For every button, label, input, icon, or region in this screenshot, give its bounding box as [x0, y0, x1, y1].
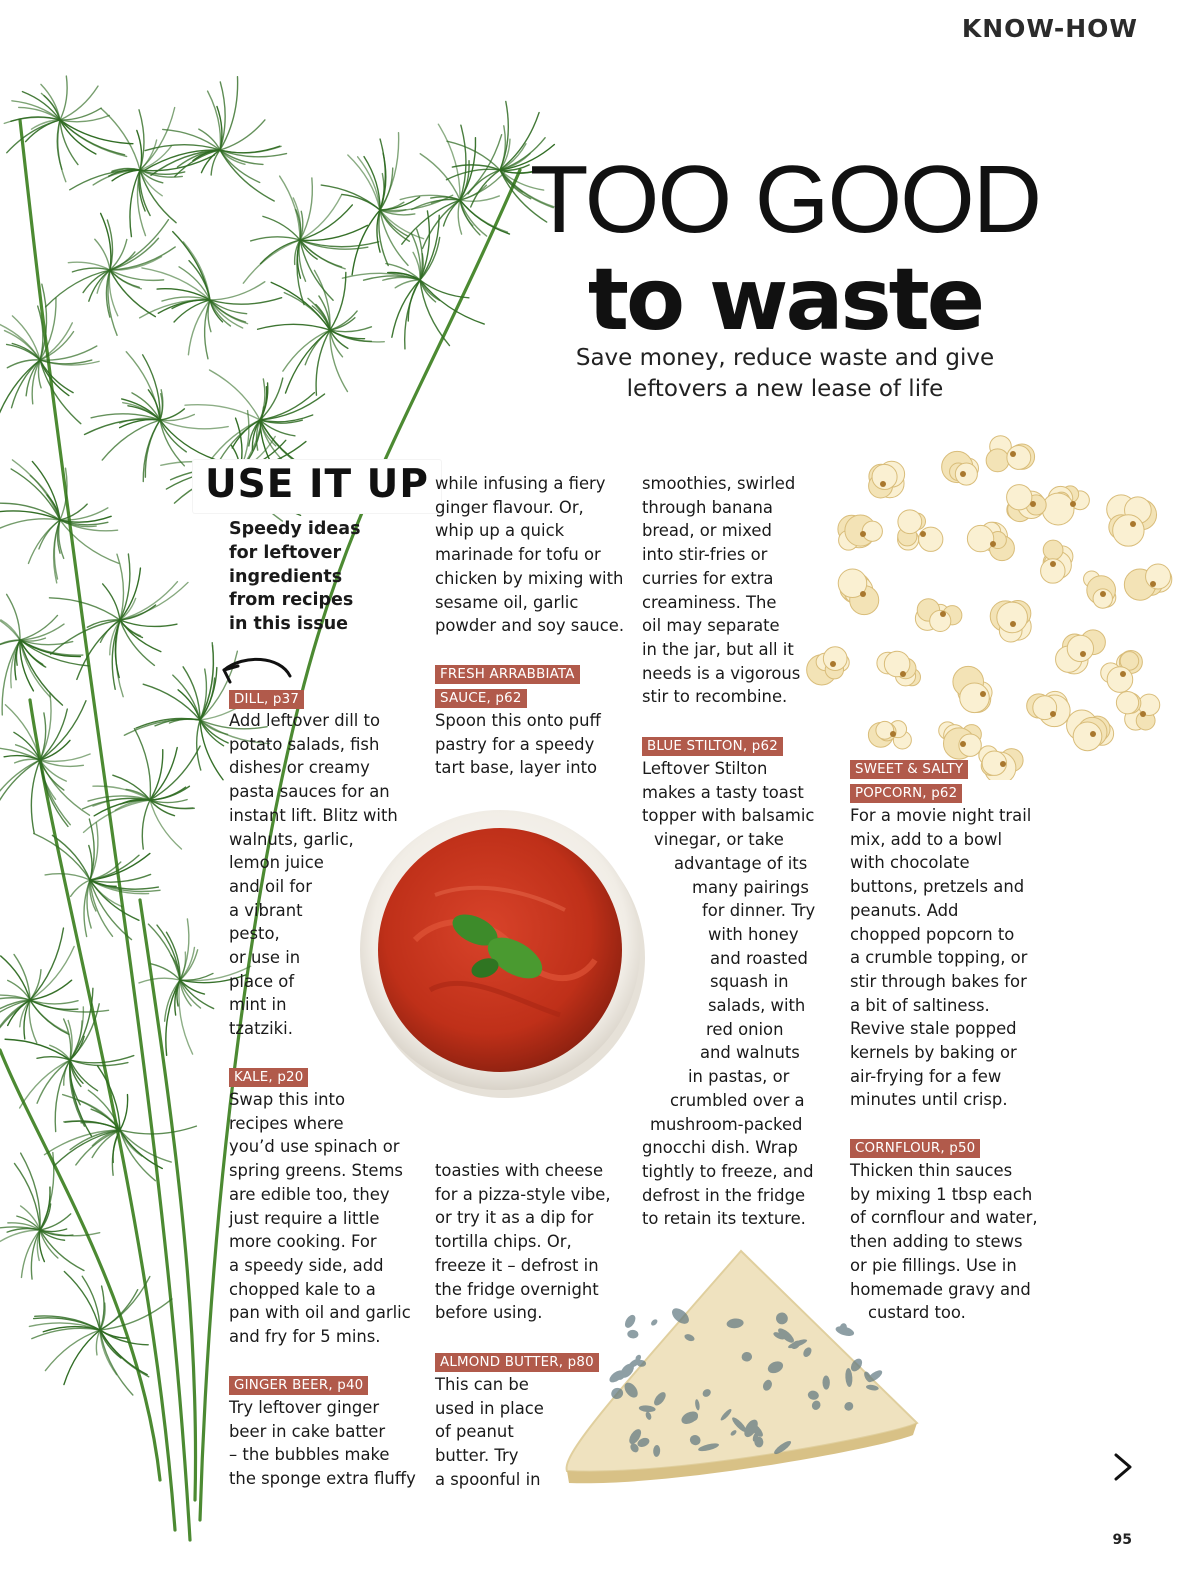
text-line: stir to recombine. [642, 687, 788, 707]
text-line: and walnuts [700, 1043, 800, 1063]
text-stilton [642, 757, 842, 1231]
text-line: recipes where [229, 1113, 344, 1133]
text-line: instant lift. Blitz with [229, 805, 398, 825]
text-line: in the jar, but all it [642, 639, 794, 659]
text-line: topper with balsamic [642, 806, 815, 826]
text-line: place of [229, 971, 295, 991]
text-line: you’d use spinach or [229, 1137, 400, 1157]
text-line: or try it as a dip for [435, 1208, 594, 1228]
text-line: for dinner. Try [702, 901, 816, 921]
text-line: – the bubbles make [229, 1445, 390, 1465]
box-heading: USE IT UP [193, 460, 441, 513]
text-line: with chocolate [850, 853, 970, 873]
text-line: red onion [706, 1019, 784, 1039]
text-line: buttons, pretzels and [850, 877, 1025, 897]
text-line: lemon juice [229, 853, 324, 873]
subheading-line: ingredients [229, 566, 343, 587]
text-line: more cooking. For [229, 1232, 377, 1252]
text-line: Thicken thin sauces [850, 1161, 1013, 1180]
text-line: the sponge extra fluffy [229, 1469, 416, 1489]
tag-arrabbiata-line2: SAUCE, p62 [435, 689, 527, 708]
chevron-right-icon[interactable] [1108, 1452, 1138, 1482]
text-line: while infusing a fiery [435, 474, 606, 493]
text-line: a speedy side, add [229, 1255, 384, 1275]
text-kale [229, 1088, 429, 1349]
text-line: used in place [435, 1398, 544, 1418]
standfirst-line: Save money, reduce waste and give [575, 345, 995, 371]
text-line: pastry for a speedy [435, 734, 595, 754]
text-line: dishes or creamy [229, 758, 370, 778]
text-line: of cornflour and water, [850, 1208, 1038, 1228]
text-line: kernels by baking or [850, 1043, 1017, 1063]
text-line: beer in cake batter [229, 1421, 386, 1441]
curved-arrow-left-icon [214, 650, 296, 688]
tag-cornflour: CORNFLOUR, p50 [850, 1139, 980, 1158]
text-line: gnocchi dish. Wrap [642, 1138, 798, 1158]
tag-almond-butter: ALMOND BUTTER, p80 [435, 1353, 599, 1372]
subheading-line: in this issue [229, 614, 349, 635]
text-line: tart base, layer into [435, 758, 598, 778]
text-arrabbiata-top [435, 709, 635, 780]
text-line: Swap this into [229, 1090, 345, 1109]
text-line: tightly to freeze, and [642, 1161, 814, 1181]
text-line: to retain its texture. [642, 1209, 806, 1229]
text-line: into stir-fries or [642, 545, 768, 565]
text-line: and oil for [229, 876, 312, 896]
text-line: tortilla chips. Or, [435, 1232, 572, 1252]
text-line: peanuts. Add [850, 900, 959, 920]
text-line: Add leftover dill to [229, 711, 380, 730]
text-line: For a movie night trail [850, 806, 1032, 825]
text-line: smoothies, swirled [642, 474, 796, 493]
text-line: Spoon this onto puff [435, 711, 601, 730]
tag-popcorn-line1: SWEET & SALTY [850, 760, 968, 779]
text-line: in pastas, or [688, 1067, 790, 1087]
text-line: advantage of its [674, 853, 808, 873]
page-number: 95 [1112, 1532, 1132, 1548]
text-line: a bit of saltiness. [850, 995, 990, 1015]
arrabbiata-bowl-illustration [345, 800, 655, 1100]
text-line: curries for extra [642, 568, 774, 588]
text-line: makes a tasty toast [642, 782, 804, 802]
standfirst-line: leftovers a new lease of life [626, 376, 944, 402]
text-line: stir through bakes for [850, 971, 1027, 991]
text-line: mix, add to a bowl [850, 829, 1003, 849]
text-line: custard too. [868, 1303, 966, 1323]
text-line: Revive stale popped [850, 1019, 1017, 1039]
text-line: minutes until crisp. [850, 1090, 1008, 1110]
text-line: This can be [435, 1375, 529, 1394]
text-line: powder and soy sauce. [435, 616, 625, 636]
text-line: chopped popcorn to [850, 924, 1015, 944]
text-line: many pairings [692, 877, 809, 897]
text-line: butter. Try [435, 1446, 519, 1466]
text-line: pesto, [229, 924, 280, 944]
text-line: a crumble topping, or [850, 948, 1028, 968]
tag-stilton: BLUE STILTON, p62 [642, 737, 783, 756]
headline-bottom: to waste [587, 250, 983, 350]
text-line: homemade gravy and [850, 1279, 1031, 1299]
text-ginger-beer-continued [435, 472, 635, 638]
text-line: by mixing 1 tbsp each [850, 1184, 1033, 1204]
text-line: needs is a vigorous [642, 663, 801, 683]
text-line: Leftover Stilton [642, 759, 768, 778]
headline-top: TOO GOOD [529, 146, 1041, 253]
tag-popcorn-line2: POPCORN, p62 [850, 784, 962, 803]
text-line: creaminess. The [642, 592, 777, 612]
text-line: mint in [229, 995, 287, 1015]
section-label: KNOW-HOW [961, 14, 1138, 43]
text-line: Try leftover ginger [229, 1398, 380, 1417]
tag-ginger-beer: GINGER BEER, p40 [229, 1376, 368, 1395]
text-line: spring greens. Stems [229, 1161, 403, 1181]
text-line: pasta sauces for an [229, 782, 390, 802]
text-ginger-beer [229, 1396, 429, 1491]
text-line: chicken by mixing with [435, 568, 624, 588]
text-line: chopped kale to a [229, 1279, 376, 1299]
box-subheading [229, 518, 409, 637]
text-line: toasties with cheese [435, 1161, 604, 1180]
text-line: tzatziki. [229, 1019, 293, 1039]
text-line: and roasted [710, 948, 808, 968]
subheading-line: from recipes [229, 590, 354, 611]
text-popcorn [850, 804, 1060, 1112]
tag-dill: DILL, p37 [229, 690, 304, 709]
text-line: then adding to stews [850, 1232, 1023, 1252]
text-line: with honey [708, 924, 799, 944]
text-line: mushroom-packed [650, 1114, 803, 1134]
tag-kale: KALE, p20 [229, 1068, 308, 1087]
text-line: marinade for tofu or [435, 545, 601, 565]
standfirst [530, 343, 1040, 405]
text-line: pan with oil and garlic [229, 1303, 411, 1323]
headline [470, 146, 1100, 350]
text-line: sesame oil, garlic [435, 592, 579, 612]
text-line: salads, with [708, 996, 806, 1016]
text-line: and fry for 5 mins. [229, 1327, 381, 1347]
text-line: ginger flavour. Or, [435, 497, 584, 517]
tag-arrabbiata-line1: FRESH ARRABBIATA [435, 665, 580, 684]
text-line: air-frying for a few [850, 1066, 1002, 1086]
subheading-line: Speedy ideas [229, 519, 361, 539]
subheading-line: for leftover [229, 542, 342, 563]
text-line: squash in [710, 972, 789, 992]
text-line: are edible too, they [229, 1184, 390, 1204]
text-line: of peanut [435, 1422, 514, 1442]
text-line: a spoonful in [435, 1469, 541, 1489]
text-line: vinegar, or take [654, 830, 784, 850]
text-line: or use in [229, 948, 301, 968]
text-line: bread, or mixed [642, 521, 772, 541]
text-line: potato salads, fish [229, 734, 380, 754]
text-line: for a pizza-style vibe, [435, 1184, 611, 1204]
text-line: a vibrant [229, 900, 303, 920]
text-line: before using. [435, 1303, 543, 1323]
popcorn-illustration [800, 410, 1180, 780]
text-line: walnuts, garlic, [229, 829, 354, 849]
text-cornflour [850, 1159, 1060, 1325]
text-line: or pie fillings. Use in [850, 1255, 1017, 1275]
text-line: defrost in the fridge [642, 1185, 806, 1205]
text-line: just require a little [229, 1208, 380, 1228]
text-line: through banana [642, 497, 773, 517]
text-almond-butter-continued [642, 472, 842, 709]
text-line: freeze it – defrost in [435, 1255, 599, 1275]
text-line: the fridge overnight [435, 1279, 599, 1299]
text-line: oil may separate [642, 616, 780, 636]
text-line: whip up a quick [435, 521, 565, 541]
text-line: crumbled over a [670, 1090, 805, 1110]
